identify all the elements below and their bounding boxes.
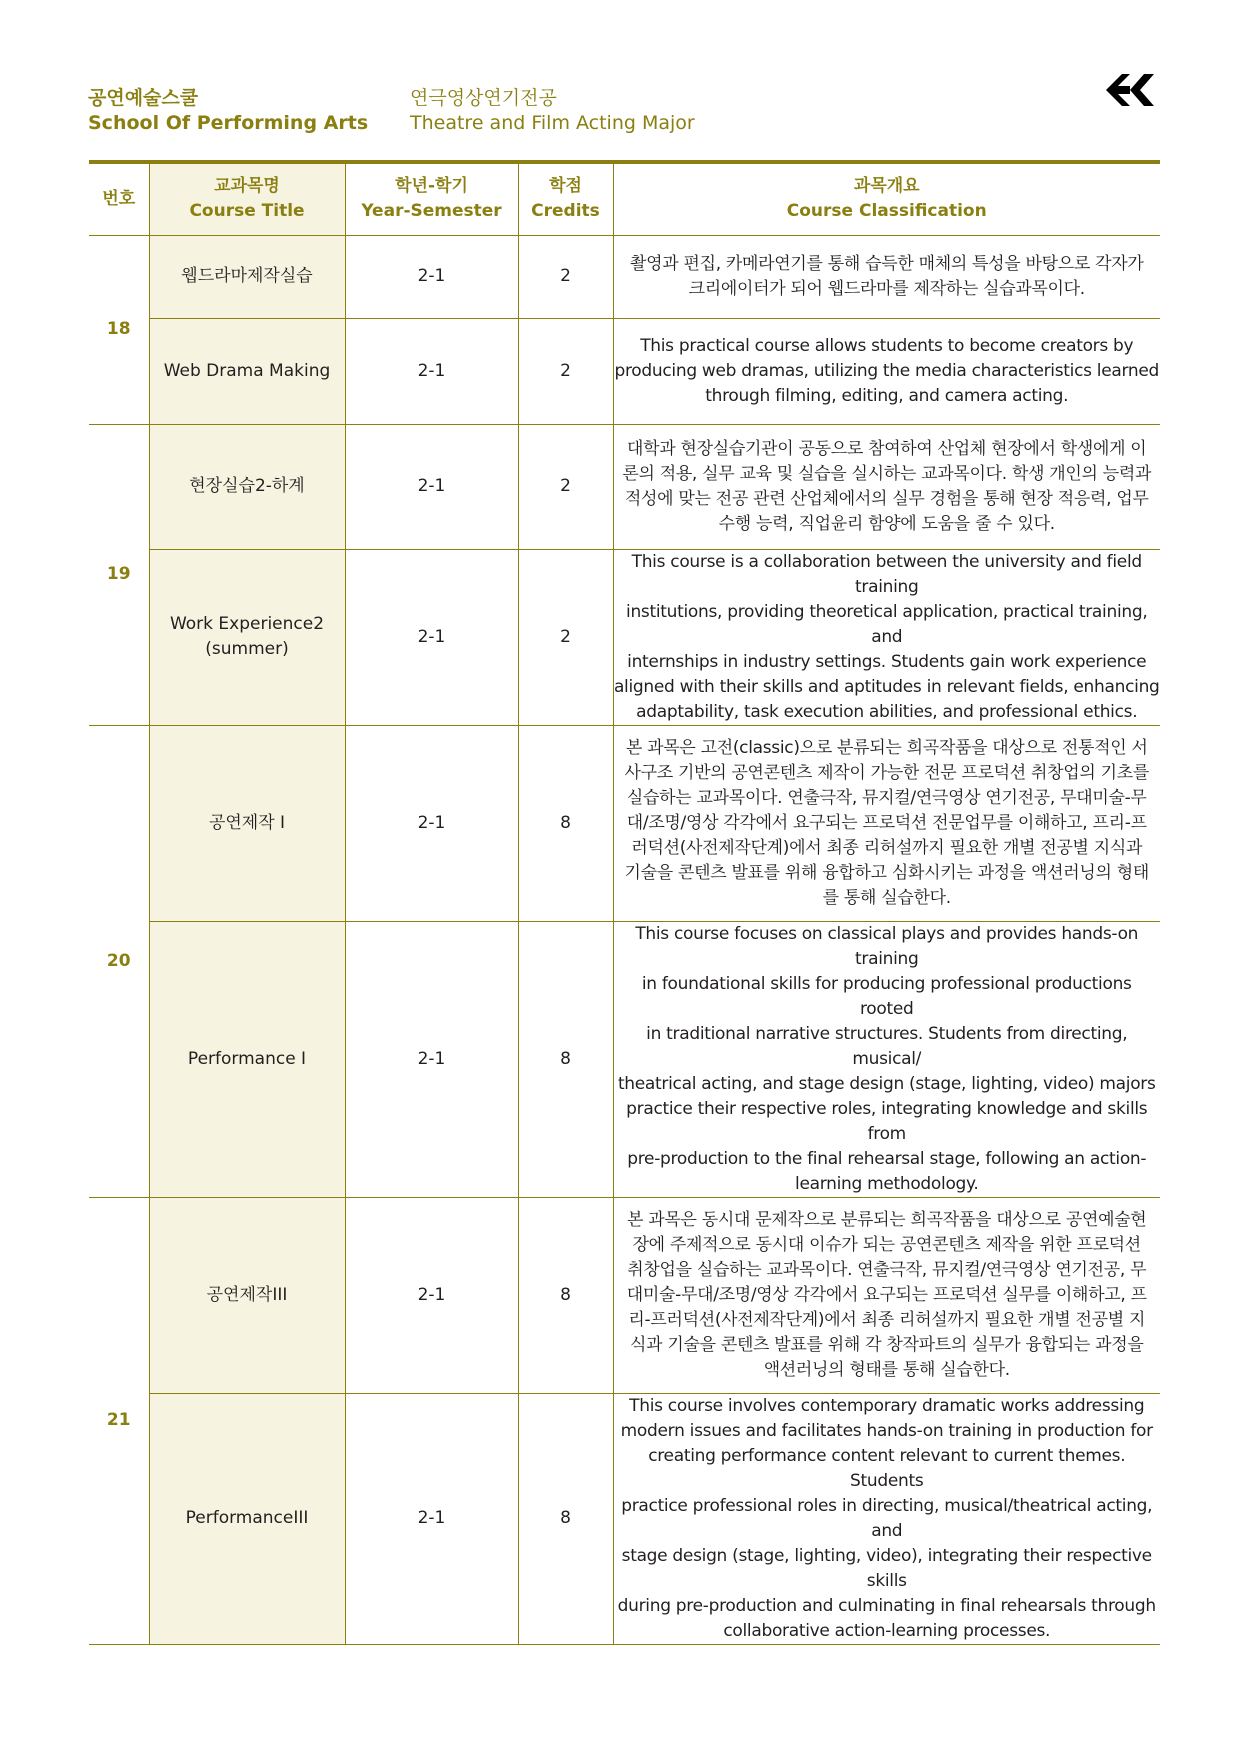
header-course-title: 교과목명 Course Title xyxy=(149,162,345,235)
table-header-row xyxy=(89,162,1160,235)
table-row xyxy=(89,318,1160,424)
major-name xyxy=(410,86,695,136)
course-title-en: Performance I xyxy=(149,921,345,1197)
table-row xyxy=(89,235,1160,318)
course-title-en: Work Experience2 (summer) xyxy=(149,549,345,725)
course-number: 20 xyxy=(89,725,149,1197)
school-name-ko: 공연예술스쿨 xyxy=(88,87,199,109)
course-description-ko: 대학과 현장실습기관이 공동으로 참여하여 산업체 현장에서 학생에게 이 론의 적용, 실무 교육 및 실습을 실시하는 교과목이다. 학생 개인의 능력과 적성에 맞는 전공 관련 산업체에서의 실무 경험을 통해 현장 적응력, 업무 수행 능력, 직업윤리 함양에 도움을 줄 수 있다. xyxy=(613,424,1160,549)
course-number: 21 xyxy=(89,1197,149,1644)
credits: 8 xyxy=(518,921,613,1197)
course-description-en: This course focuses on classical plays and provides hands-on training in foundational skills for producing professional productions rooted in traditional narrative structures. Students from directing, musical/ theatrical acting, and stage design (stage, lighting, video) majors practice their respective roles, integrating knowledge and skills from pre-production to the final rehearsal stage, following an action- learning methodology. xyxy=(613,921,1160,1197)
course-description-en: This course is a collaboration between the university and field training institutions, providing theoretical application, practical training, and internships in industry settings. Students gain work experience aligned with their skills and aptitudes in relevant fields, enhancing adaptability, task execution abilities, and professional ethics. xyxy=(613,549,1160,725)
major-name-en: Theatre and Film Acting Major xyxy=(410,112,695,134)
course-title-ko: 웹드라마제작실습 xyxy=(149,235,345,318)
year-semester: 2-1 xyxy=(345,424,518,549)
course-title-ko: 공연제작III xyxy=(149,1197,345,1393)
year-semester: 2-1 xyxy=(345,921,518,1197)
course-description-ko: 촬영과 편집, 카메라연기를 통해 습득한 매체의 특성을 바탕으로 각자가 크리에이터가 되어 웹드라마를 제작하는 실습과목이다. xyxy=(613,235,1160,318)
table-row xyxy=(89,424,1160,549)
credits: 2 xyxy=(518,318,613,424)
year-semester: 2-1 xyxy=(345,235,518,318)
course-title-en: PerformanceIII xyxy=(149,1393,345,1644)
table-row xyxy=(89,1393,1160,1644)
credits: 8 xyxy=(518,725,613,921)
year-semester: 2-1 xyxy=(345,725,518,921)
header-credits: 학점 Credits xyxy=(518,162,613,235)
course-description-ko: 본 과목은 고전(classic)으로 분류되는 희곡작품을 대상으로 전통적인 서 사구조 기반의 공연콘텐츠 제작이 가능한 전문 프로덕션 취창업의 기초를 실습하는 교과목이다. 연출극작, 뮤지컬/연극영상 연기전공, 무대미술-무 대/조명/영상 각각에서 요구되는 프로덕션 전문업무를 이해하고, 프리-프 러덕션(사전제작단계)에서 최종 리허설까지 필요한 개별 전공별 지식과 기술을 콘텐츠 발표를 위해 융합하고 심화시키는 과정을 액션러닝의 형태 를 통해 실습한다. xyxy=(613,725,1160,921)
course-table xyxy=(89,160,1160,1645)
course-title-ko: 현장실습2-하계 xyxy=(149,424,345,549)
credits: 2 xyxy=(518,549,613,725)
table-row xyxy=(89,1197,1160,1393)
header-course-classification: 과목개요 Course Classification xyxy=(613,162,1160,235)
year-semester: 2-1 xyxy=(345,549,518,725)
header-no: 번호 xyxy=(89,162,149,235)
school-name xyxy=(88,86,368,136)
header-year-semester: 학년-학기 Year-Semester xyxy=(345,162,518,235)
credits: 8 xyxy=(518,1393,613,1644)
year-semester: 2-1 xyxy=(345,318,518,424)
course-number: 18 xyxy=(89,235,149,424)
ck-logo-icon xyxy=(1100,70,1160,110)
table-row xyxy=(89,549,1160,725)
course-title-en: Web Drama Making xyxy=(149,318,345,424)
credits: 2 xyxy=(518,424,613,549)
credits: 8 xyxy=(518,1197,613,1393)
credits: 2 xyxy=(518,235,613,318)
course-description-en: This course involves contemporary dramatic works addressing modern issues and facilitates hands-on training in production for creating performance content relevant to current themes. Students practice professional roles in directing, musical/theatrical acting, and stage design (stage, lighting, video), integrating their respective skills during pre-production and culminating in final rehearsals through collaborative action-learning processes. xyxy=(613,1393,1160,1644)
year-semester: 2-1 xyxy=(345,1393,518,1644)
table-row xyxy=(89,725,1160,921)
major-name-ko: 연극영상연기전공 xyxy=(410,87,557,109)
table-row xyxy=(89,921,1160,1197)
school-name-en: School Of Performing Arts xyxy=(88,112,369,134)
course-title-ko: 공연제작 I xyxy=(149,725,345,921)
year-semester: 2-1 xyxy=(345,1197,518,1393)
course-description-ko: 본 과목은 동시대 문제작으로 분류되는 희곡작품을 대상으로 공연예술현 장에 주제적으로 동시대 이슈가 되는 공연콘텐츠 제작을 위한 프로덕션 취창업을 실습하는 교과목이다. 연출극작, 뮤지컬/연극영상 연기전공, 무 대미술-무대/조명/영상 각각에서 요구되는 프로덕션 실무를 이해하고, 프 리-프러덕션(사전제작단계)에서 최종 리허설까지 필요한 개별 전공별 지 식과 기술을 콘텐츠 발표를 위해 각 창작파트의 실무가 융합되는 과정을 액션러닝의 형태를 통해 실습한다. xyxy=(613,1197,1160,1393)
course-number: 19 xyxy=(89,424,149,725)
course-description-en: This practical course allows students to become creators by producing web dramas, utilizing the media characteristics learned through filming, editing, and camera acting. xyxy=(613,318,1160,424)
